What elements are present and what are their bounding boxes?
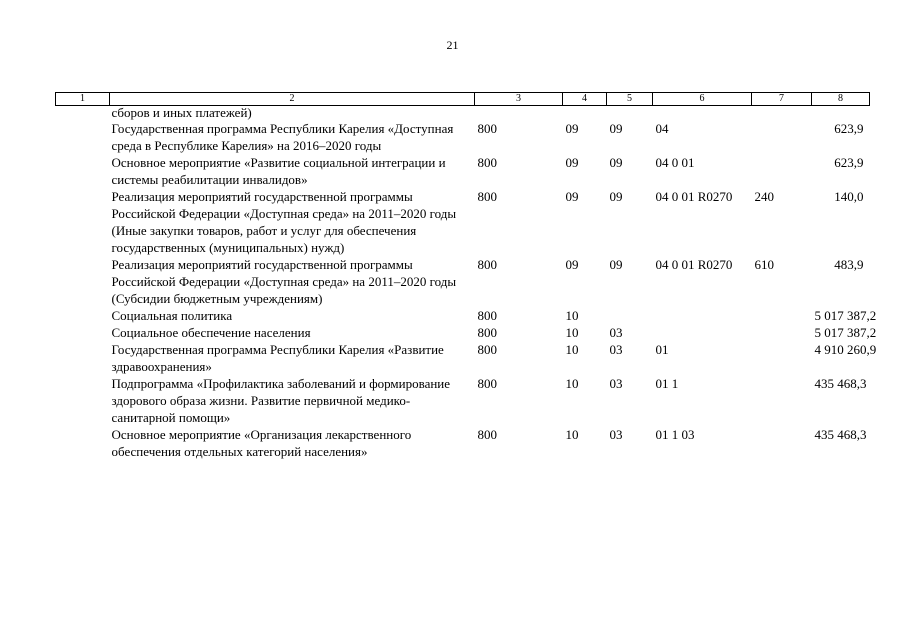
cell-target: 04 <box>655 121 669 136</box>
cell-target: 04 0 01 <box>655 155 695 170</box>
cell-name: Государственная программа Республики Карелия «Развитие здравоохранения» <box>111 342 444 374</box>
cell-target <box>653 324 752 341</box>
cell-index <box>56 426 110 460</box>
cell-subsection: 03 <box>609 427 623 442</box>
table-row <box>56 188 870 256</box>
cell-subsection: 09 <box>609 189 623 204</box>
cell-admin: 800 <box>477 257 497 272</box>
cell-index <box>56 375 110 426</box>
table-row <box>56 341 870 375</box>
cell-subsection: 03 <box>609 325 623 340</box>
table-row <box>56 426 870 460</box>
table-row <box>56 324 870 341</box>
cell-name: Основное мероприятие «Организация лекарственного обеспечения отдельных категорий населения» <box>111 427 412 459</box>
cell-amount: 5 017 387,2 <box>814 325 877 340</box>
cell-index <box>56 307 110 324</box>
cell-exp-type: 610 <box>754 257 774 272</box>
cell-exp-type <box>752 324 812 341</box>
header-cell-col-1: 1 <box>56 93 110 106</box>
cell-section: 09 <box>565 155 579 170</box>
header-cell-col-5: 5 <box>607 93 653 106</box>
cell-name: Основное мероприятие «Развитие социальной интеграции и системы реабилитации инвалидов» <box>111 155 446 187</box>
table-row <box>56 307 870 324</box>
table-row <box>56 375 870 426</box>
cell-index <box>56 106 110 121</box>
cell-target: 04 0 01 R0270 <box>655 189 733 204</box>
table-row <box>56 120 870 154</box>
header-cell-col-7: 7 <box>752 93 812 106</box>
cell-exp-type <box>752 426 812 460</box>
cell-index <box>56 324 110 341</box>
cell-target <box>653 307 752 324</box>
header-cell-col-3: 3 <box>475 93 563 106</box>
cell-target <box>653 106 752 121</box>
cell-section: 10 <box>565 376 579 391</box>
cell-admin: 800 <box>477 121 497 136</box>
cell-subsection: 09 <box>609 155 623 170</box>
cell-index <box>56 154 110 188</box>
cell-index <box>56 120 110 154</box>
cell-target: 04 0 01 R0270 <box>655 257 733 272</box>
cell-section: 09 <box>565 189 579 204</box>
cell-subsection <box>607 307 653 324</box>
cell-exp-type <box>752 154 812 188</box>
page-number: 21 <box>446 38 459 52</box>
cell-amount: 140,0 <box>834 189 864 204</box>
cell-admin: 800 <box>477 342 497 357</box>
cell-index <box>56 341 110 375</box>
cell-name: Реализация мероприятий государственной программы Российской Федерации «Доступная среда» на 2011–2020 годы (Иные закупки товаров, работ и услуг для обеспечения государственных (муниципальных) нужд) <box>111 189 457 255</box>
cell-amount: 435 468,3 <box>814 376 867 391</box>
table-row <box>56 256 870 307</box>
cell-subsection: 03 <box>609 376 623 391</box>
cell-name: Государственная программа Республики Карелия «Доступная среда в Республике Карелия» на 2016–2020 годы <box>111 121 454 153</box>
cell-name: Социальная политика <box>111 308 233 323</box>
cell-amount: 4 910 260,9 <box>814 342 877 357</box>
cell-admin: 800 <box>477 189 497 204</box>
cell-target: 01 <box>655 342 669 357</box>
table-row <box>56 106 870 121</box>
cell-index <box>56 188 110 256</box>
cell-exp-type <box>752 375 812 426</box>
cell-amount: 483,9 <box>834 257 864 272</box>
table-header <box>56 93 870 106</box>
cell-name: Подпрограмма «Профилактика заболеваний и формирование здорового образа жизни. Развитие первичной медико-санитарной помощи» <box>111 376 451 425</box>
cell-admin: 800 <box>477 308 497 323</box>
cell-subsection: 09 <box>609 121 623 136</box>
cell-amount: 623,9 <box>834 155 864 170</box>
cell-section: 10 <box>565 325 579 340</box>
cell-subsection: 09 <box>609 257 623 272</box>
header-cell-col-6: 6 <box>653 93 752 106</box>
cell-exp-type <box>752 106 812 121</box>
cell-target: 01 1 <box>655 376 679 391</box>
cell-exp-type: 240 <box>754 189 774 204</box>
cell-section <box>563 106 607 121</box>
header-cell-col-4: 4 <box>563 93 607 106</box>
cell-admin <box>475 106 563 121</box>
cell-amount: 5 017 387,2 <box>814 308 877 323</box>
cell-target: 01 1 03 <box>655 427 695 442</box>
cell-exp-type <box>752 120 812 154</box>
cell-name: Реализация мероприятий государственной программы Российской Федерации «Доступная среда» на 2011–2020 годы (Субсидии бюджетным учреждениям) <box>111 257 457 306</box>
cell-name: сборов и иных платежей) <box>111 105 252 120</box>
cell-index <box>56 256 110 307</box>
cell-exp-type <box>752 307 812 324</box>
budget-table <box>55 92 877 460</box>
cell-admin: 800 <box>477 427 497 442</box>
cell-admin: 800 <box>477 376 497 391</box>
header-cell-col-2: 2 <box>110 93 475 106</box>
cell-subsection: 03 <box>609 342 623 357</box>
cell-amount: 435 468,3 <box>814 427 867 442</box>
cell-section: 09 <box>565 121 579 136</box>
cell-name: Социальное обеспечение населения <box>111 325 311 340</box>
cell-section: 10 <box>565 342 579 357</box>
cell-amount: 623,9 <box>834 121 864 136</box>
table-body <box>56 105 877 461</box>
cell-section: 10 <box>565 308 579 323</box>
cell-section: 09 <box>565 257 579 272</box>
cell-section: 10 <box>565 427 579 442</box>
header-cell-col-8: 8 <box>812 93 870 106</box>
cell-amount <box>812 106 870 121</box>
table-row <box>56 154 870 188</box>
cell-admin: 800 <box>477 325 497 340</box>
cell-exp-type <box>752 341 812 375</box>
cell-admin: 800 <box>477 155 497 170</box>
cell-subsection <box>607 106 653 121</box>
header-row <box>56 93 870 106</box>
